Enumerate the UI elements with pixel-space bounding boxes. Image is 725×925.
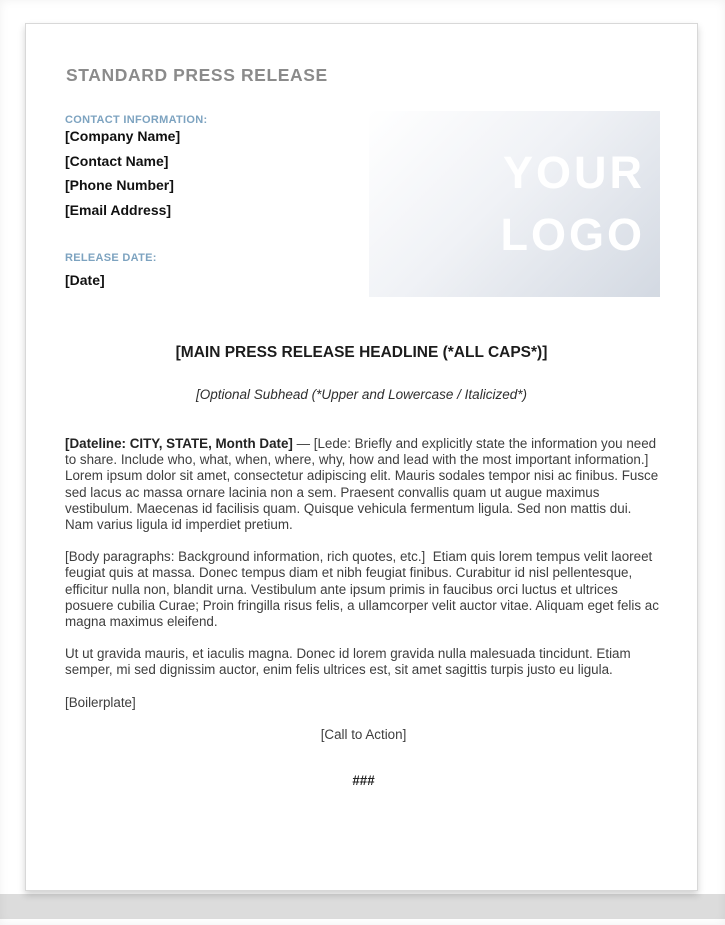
contact-name-field: [Contact Name] <box>65 153 169 169</box>
body-text-block <box>65 436 662 805</box>
logo-text-line1: YOUR <box>502 147 645 198</box>
call-to-action: [Call to Action] <box>320 726 407 742</box>
release-date-field: [Date] <box>65 272 105 288</box>
bottom-gray-band <box>0 894 725 919</box>
press-release-page <box>25 23 698 891</box>
email-address-field: [Email Address] <box>65 202 172 218</box>
phone-number-field: [Phone Number] <box>65 177 174 193</box>
dateline-lede-paragraph <box>65 436 662 533</box>
company-name-field: [Company Name] <box>65 128 181 144</box>
contact-information-label: CONTACT INFORMATION: <box>65 114 208 126</box>
release-date-label: RELEASE DATE: <box>65 252 157 264</box>
main-headline: [MAIN PRESS RELEASE HEADLINE (*ALL CAPS*)] <box>175 344 548 361</box>
closing-paragraph: Ut ut gravida mauris, et iaculis magna. Donec id lorem gravida nulla malesuada tincidunt. Etiam semper, mi sed dignissim auctor, enim felis ultrices est, sit amet sagittis turpis justo eu ligula. <box>65 646 635 678</box>
end-mark: ### <box>352 773 375 789</box>
logo-text-line2: LOGO <box>500 209 645 260</box>
dateline: [Dateline: CITY, STATE, Month Date] <box>65 436 293 451</box>
boilerplate: [Boilerplate] <box>65 694 136 710</box>
optional-subhead: [Optional Subhead (*Upper and Lowercase / Italicized*) <box>196 387 527 402</box>
lede-text: — [Lede: Briefly and explicitly state the information you need to share. Include who, what, when, where, why, how and lead with the most important information.] Lorem ipsum dolor sit amet, consectetur adipiscing elit. Mauris sodales tempor nisi ac finibus. Fusce sed lacus ac massa ornare lacinia non a sem. Praesent convallis quam ut augue maximus vestibulum. Maecenas id facilisis quam. Quisque vehicula fermentum ligula. Sed non mattis dui. Nam varius ligula id imperdiet pretium. <box>65 436 662 533</box>
body-paragraph: [Body paragraphs: Background information, rich quotes, etc.] Etiam quis lorem tempus velit laoreet feugiat quis at massa. Donec tempus diam et nibh feugiat finibus. Curabitur id nisl pellentesque, efficitur nulla non, blandit urna. Vestibulum ante ipsum primis in faucibus orci luctus et ultrices posuere cubilia Curae; Proin fringilla risus felis, a ullamcorper velit auctor vitae. Aliquam eget felis ac magna maximus eleifend. <box>65 549 663 630</box>
logo-placeholder <box>369 111 660 297</box>
document-title: STANDARD PRESS RELEASE <box>66 65 328 85</box>
